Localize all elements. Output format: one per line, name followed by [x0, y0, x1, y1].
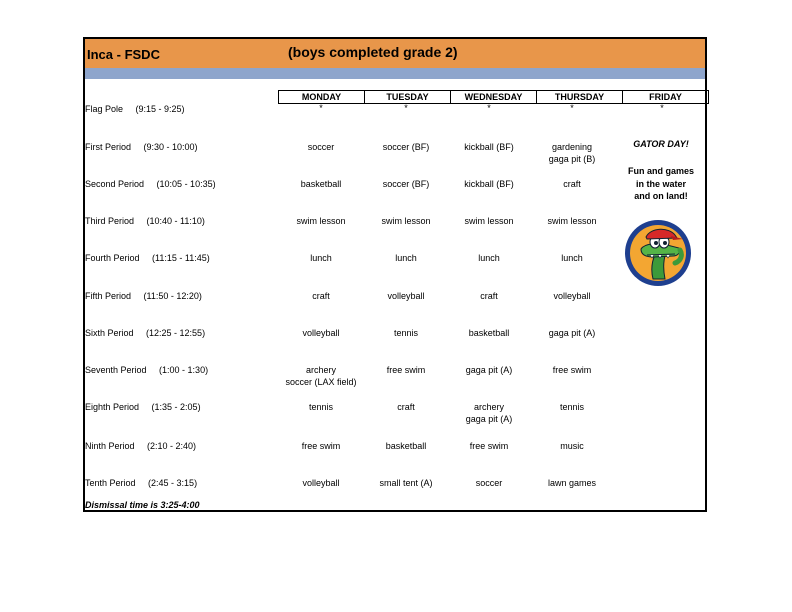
activity-text: volleyball [302, 328, 340, 338]
schedule-cell [530, 364, 614, 376]
activity-text: music [560, 441, 584, 451]
activity-text: tennis [393, 328, 419, 338]
activity-text: archery [473, 402, 504, 412]
schedule-cell [279, 178, 363, 190]
friday-note [613, 165, 709, 203]
period-label: Sixth Period (12:25 - 12:55) [85, 328, 206, 338]
activity-text: * [487, 103, 491, 113]
period-label: Seventh Period (1:00 - 1:30) [85, 365, 209, 375]
activity-text: gardening [551, 142, 593, 152]
activity-text: free swim [386, 365, 426, 375]
activity-text: free swim [469, 441, 509, 451]
schedule-cell [364, 401, 448, 413]
schedule-cell [364, 252, 448, 264]
activity-text: lunch [395, 253, 417, 263]
header-bar [85, 39, 705, 68]
activity-text: tennis [308, 402, 334, 412]
schedule-cell [364, 141, 448, 153]
dismissal-note: Dismissal time is 3:25-4:00 [85, 500, 200, 510]
schedule-cell [279, 327, 363, 339]
activity-text: lunch [478, 253, 500, 263]
day-header-wednesday: WEDNESDAY [450, 91, 536, 103]
schedule-cell [447, 440, 531, 452]
period-label: Fourth Period (11:15 - 11:45) [85, 253, 210, 263]
activity-text: basketball [385, 441, 427, 451]
activity-text: free swim [301, 441, 341, 451]
activity-text: kickball (BF) [464, 179, 514, 189]
schedule-sheet [83, 37, 707, 512]
activity-text: swim lesson [296, 216, 346, 226]
schedule-cell [530, 215, 614, 227]
schedule-cell [530, 290, 614, 302]
friday-note-line: Fun and games [627, 166, 694, 176]
activity-text: craft [563, 179, 581, 189]
activity-text: craft [397, 402, 415, 412]
schedule-cell [279, 401, 363, 413]
activity-text: basketball [300, 179, 342, 189]
activity-text: gaga pit (A) [548, 328, 596, 338]
header-band [85, 68, 705, 79]
schedule-cell [447, 364, 531, 376]
period-label: Flag Pole (9:15 - 9:25) [85, 104, 185, 114]
activity-text: gaga pit (A) [465, 414, 513, 424]
page-title: Inca - FSDC [87, 47, 160, 62]
schedule-cell [530, 102, 614, 114]
schedule-cell [530, 178, 614, 190]
schedule-cell [364, 215, 448, 227]
schedule-cell [279, 290, 363, 302]
day-header-thursday: THURSDAY [536, 91, 622, 103]
schedule-cell [364, 364, 448, 376]
schedule-cell [364, 327, 448, 339]
activity-text: lunch [561, 253, 583, 263]
schedule-cell [364, 477, 448, 489]
activity-text: volleyball [387, 291, 425, 301]
friday-note-line: in the water [635, 178, 686, 189]
period-label: Third Period (10:40 - 11:10) [85, 216, 205, 226]
day-header-tuesday: TUESDAY [364, 91, 450, 103]
schedule-cell [620, 102, 704, 114]
schedule-cell [530, 477, 614, 489]
period-label: Tenth Period (2:45 - 3:15) [85, 478, 198, 488]
schedule-cell [279, 252, 363, 264]
period-label: Fifth Period (11:50 - 12:20) [85, 291, 202, 301]
schedule-cell [530, 440, 614, 452]
activity-text: swim lesson [547, 216, 597, 226]
period-label: Ninth Period (2:10 - 2:40) [85, 441, 197, 451]
day-header-friday: FRIDAY [622, 91, 708, 103]
schedule-cell [364, 178, 448, 190]
activity-text: volleyball [553, 291, 591, 301]
schedule-cell [530, 327, 614, 339]
schedule-cell [447, 141, 531, 153]
schedule-cell [447, 252, 531, 264]
schedule-cell [447, 215, 531, 227]
schedule-cell [279, 141, 363, 153]
activity-text: * [570, 103, 574, 113]
period-label: Second Period (10:05 - 10:35) [85, 179, 216, 189]
schedule-cell [530, 252, 614, 264]
schedule-cell [530, 141, 614, 165]
schedule-cell [447, 477, 531, 489]
schedule-cell [447, 290, 531, 302]
activity-text: gaga pit (B) [548, 154, 596, 164]
activity-text: archery [305, 365, 336, 375]
schedule-cell [530, 401, 614, 413]
schedule-cell [447, 178, 531, 190]
schedule-cell [364, 440, 448, 452]
schedule-cell [447, 102, 531, 114]
activity-text: * [319, 103, 323, 113]
schedule-cell [279, 477, 363, 489]
activity-text: soccer (BF) [382, 179, 430, 189]
schedule-cell [364, 290, 448, 302]
schedule-cell [447, 327, 531, 339]
activity-text: gaga pit (A) [465, 365, 513, 375]
activity-text: * [660, 103, 664, 113]
friday-title: GATOR DAY! [633, 139, 689, 149]
activity-text: basketball [468, 328, 510, 338]
activity-text: soccer (BF) [382, 142, 430, 152]
activity-text: swim lesson [464, 216, 514, 226]
activity-text: free swim [552, 365, 592, 375]
schedule-cell [279, 364, 363, 388]
gator-mascot-icon [623, 219, 693, 287]
activity-text: soccer (LAX field) [285, 377, 357, 387]
activity-text: * [404, 103, 408, 113]
period-label: Eighth Period (1:35 - 2:05) [85, 402, 201, 412]
activity-text: lawn games [547, 478, 597, 488]
activity-text: kickball (BF) [464, 142, 514, 152]
activity-text: lunch [310, 253, 332, 263]
activity-text: volleyball [302, 478, 340, 488]
schedule-cell [279, 440, 363, 452]
activity-text: soccer [475, 478, 503, 488]
activity-text: swim lesson [381, 216, 431, 226]
schedule-cell [447, 401, 531, 425]
page-subtitle: (boys completed grade 2) [288, 44, 458, 60]
activity-text: soccer [307, 142, 335, 152]
schedule-cell [364, 102, 448, 114]
activity-text: small tent (A) [379, 478, 433, 488]
schedule-cell [279, 215, 363, 227]
activity-text: craft [312, 291, 330, 301]
schedule-cell [279, 102, 363, 114]
period-label: First Period (9:30 - 10:00) [85, 142, 198, 152]
activity-text: tennis [559, 402, 585, 412]
activity-text: craft [480, 291, 498, 301]
friday-note-line: and on land! [634, 191, 688, 201]
day-header-monday: MONDAY [301, 92, 342, 102]
